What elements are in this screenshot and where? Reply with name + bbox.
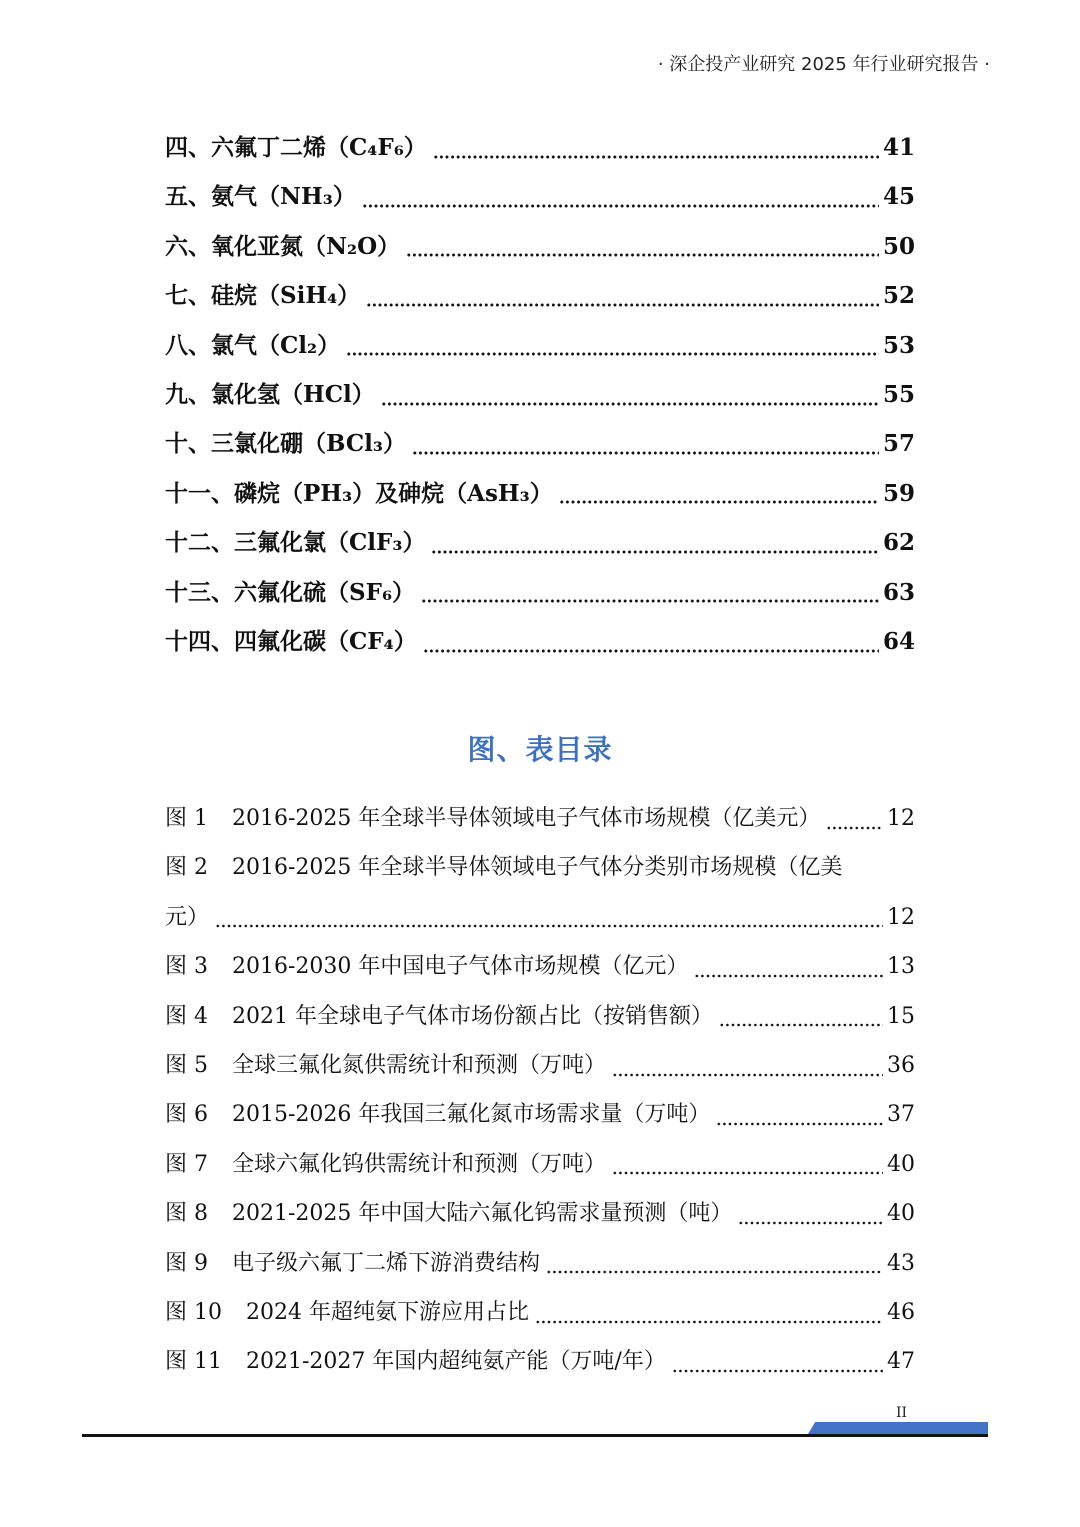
toc-entry-label: 十四、四氟化碳（CF₄） — [165, 627, 417, 655]
figure-page: 13 — [887, 954, 915, 980]
toc-entry-label: 十三、六氟化硫（SF₆） — [165, 578, 416, 606]
toc-entry-label: 七、硅烷（SiH₄） — [165, 282, 361, 310]
figure-title: 2016-2025 年全球半导体领域电子气体市场规模（亿美元） — [232, 806, 821, 831]
figure-number: 图 6 — [165, 1102, 208, 1128]
figures-list-heading: 图、表目录 — [467, 733, 613, 766]
figure-title-continuation: 元） — [165, 904, 210, 930]
figure-number: 图 3 — [165, 954, 208, 980]
figure-entry[interactable] — [165, 843, 915, 892]
figure-page: 40 — [887, 1151, 915, 1177]
toc-entry-page: 64 — [882, 627, 915, 655]
toc-entry[interactable] — [165, 370, 915, 419]
toc-entry-label: 十、三氯化硼（BCl₃） — [165, 430, 406, 458]
figure-page: 40 — [887, 1201, 915, 1227]
figure-page: 46 — [887, 1299, 915, 1325]
toc-entry[interactable] — [165, 123, 915, 172]
figure-page: 36 — [887, 1052, 915, 1078]
dot-leader — [716, 1122, 883, 1126]
toc-entry[interactable] — [165, 518, 915, 567]
figure-number: 图 2 — [165, 855, 208, 881]
figure-title: 全球三氟化氮供需统计和预测（万吨） — [232, 1052, 607, 1078]
dot-leader — [559, 500, 879, 504]
figure-entry[interactable] — [165, 1041, 915, 1090]
dot-leader — [431, 550, 879, 554]
toc-entry-page: 55 — [882, 380, 915, 408]
toc-entry-page: 63 — [882, 578, 915, 606]
footer-accent-bar — [808, 1422, 988, 1434]
dot-leader — [381, 402, 879, 406]
dot-leader — [535, 1320, 883, 1324]
toc-entry-label: 五、氨气（NH₃） — [165, 183, 356, 211]
dot-leader — [362, 204, 879, 208]
dot-leader — [421, 599, 879, 603]
figure-entry-continuation[interactable] — [165, 893, 915, 942]
figure-number: 图 8 — [165, 1201, 208, 1227]
figure-entry[interactable] — [165, 1090, 915, 1139]
dot-leader — [366, 303, 879, 307]
figure-entry[interactable] — [165, 1337, 915, 1386]
dot-leader — [694, 974, 883, 978]
page-number: II — [896, 1405, 908, 1421]
figure-title: 2016-2025 年全球半导体领域电子气体分类别市场规模（亿美 — [232, 855, 843, 881]
toc-entry[interactable] — [165, 419, 915, 468]
toc-entry-label: 六、氧化亚氮（N₂O） — [165, 232, 401, 260]
dot-leader — [826, 826, 883, 830]
figure-page: 43 — [887, 1250, 915, 1276]
figure-entry[interactable] — [165, 992, 915, 1041]
figure-number: 图 4 — [165, 1003, 208, 1029]
figure-number: 图 9 — [165, 1250, 208, 1276]
figure-page: 12 — [887, 806, 915, 831]
figure-title: 2016-2030 年中国电子气体市场规模（亿元） — [232, 954, 689, 980]
dot-leader — [346, 352, 879, 356]
toc-entry[interactable] — [165, 271, 915, 320]
figure-page: 37 — [887, 1102, 915, 1128]
toc-entry[interactable] — [165, 172, 915, 221]
toc-entry-page: 53 — [882, 331, 915, 359]
figure-entry[interactable] — [165, 794, 915, 843]
dot-leader — [412, 451, 879, 455]
toc-entry-page: 52 — [882, 282, 915, 310]
toc-entry-page: 41 — [882, 134, 915, 161]
dot-leader — [719, 1023, 883, 1027]
figure-title: 2024 年超纯氨下游应用占比 — [246, 1299, 529, 1325]
toc-entry[interactable] — [165, 321, 915, 370]
figure-entry[interactable] — [165, 1140, 915, 1189]
dot-leader — [672, 1369, 883, 1373]
toc-entry-label: 十一、磷烷（PH₃）及砷烷（AsH₃） — [165, 479, 553, 507]
table-of-contents — [165, 123, 915, 666]
toc-entry-page: 62 — [882, 529, 915, 557]
figure-number: 图 5 — [165, 1052, 208, 1078]
figure-title: 电子级六氟丁二烯下游消费结构 — [232, 1250, 541, 1276]
dot-leader — [433, 155, 879, 159]
figure-title: 全球六氟化钨供需统计和预测（万吨） — [232, 1151, 607, 1177]
toc-entry[interactable] — [165, 222, 915, 271]
figure-page: 15 — [887, 1003, 915, 1029]
running-header: · 深企投产业研究 2025 年行业研究报告 · — [657, 54, 990, 75]
toc-entry[interactable] — [165, 617, 915, 666]
figure-title: 2021-2025 年中国大陆六氟化钨需求量预测（吨） — [232, 1201, 733, 1227]
footer-rule — [82, 1434, 988, 1437]
toc-entry[interactable] — [165, 469, 915, 518]
dot-leader — [612, 1171, 883, 1175]
figure-entry[interactable] — [165, 942, 915, 991]
figure-entry[interactable] — [165, 1288, 915, 1337]
figure-entry[interactable] — [165, 1189, 915, 1238]
figure-entry[interactable] — [165, 1239, 915, 1288]
toc-entry-page: 45 — [882, 183, 915, 211]
dot-leader — [738, 1221, 883, 1225]
toc-entry-label: 十二、三氟化氯（ClF₃） — [165, 529, 426, 557]
toc-entry-label: 九、氯化氢（HCl） — [165, 380, 375, 408]
toc-entry-label: 四、六氟丁二烯（C₄F₆） — [165, 134, 427, 161]
figure-page: 47 — [887, 1349, 915, 1375]
dot-leader — [406, 253, 879, 257]
toc-entry-page: 50 — [882, 232, 915, 260]
toc-entry[interactable] — [165, 568, 915, 617]
figure-title: 2021-2027 年国内超纯氨产能（万吨/年） — [246, 1349, 666, 1375]
dot-leader — [215, 924, 883, 928]
figure-number: 图 1 — [165, 806, 208, 831]
dot-leader — [423, 649, 879, 653]
figure-number: 图 11 — [165, 1349, 222, 1375]
figure-page: 12 — [887, 904, 915, 930]
dot-leader — [546, 1270, 883, 1274]
figure-number: 图 10 — [165, 1299, 222, 1325]
figure-number: 图 7 — [165, 1151, 208, 1177]
dot-leader — [612, 1073, 883, 1077]
list-of-figures — [165, 794, 915, 1387]
figure-title: 2015-2026 年我国三氟化氮市场需求量（万吨） — [232, 1102, 711, 1128]
toc-entry-page: 59 — [882, 479, 915, 507]
figure-title: 2021 年全球电子气体市场份额占比（按销售额） — [232, 1003, 713, 1029]
toc-entry-page: 57 — [882, 430, 915, 458]
toc-entry-label: 八、氯气（Cl₂） — [165, 331, 341, 359]
